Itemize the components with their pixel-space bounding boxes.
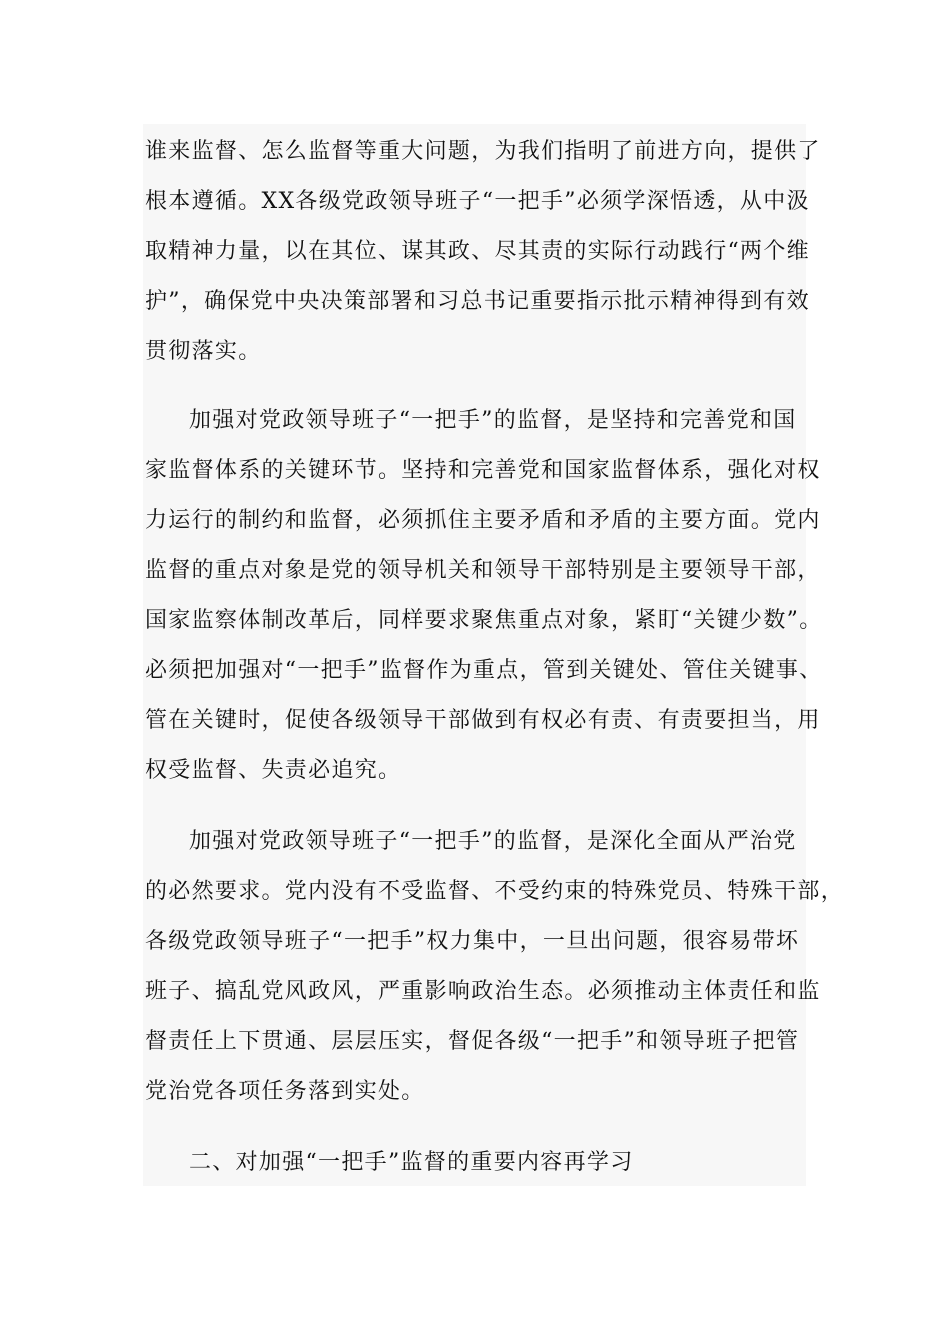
paragraph-3	[145, 817, 845, 1117]
paragraph-line: 必须把加强对“一把手”监督作为重点，管到关键处、管住关键事、	[145, 658, 823, 683]
paragraph-line: 班子、搞乱党风政风，严重影响政治生态。必须推动主体责任和监	[145, 979, 821, 1004]
paragraph-line: 根本遵循。XX各级党政领导班子“一把手”必须学深悟透，从中汲	[145, 189, 810, 214]
paragraph-2	[145, 396, 823, 796]
paragraph-line: 贯彻落实。	[145, 339, 262, 364]
paragraph-line: 管在关键时，促使各级领导干部做到有权必有责、有责要担当，用	[145, 708, 821, 733]
paragraph-line: 权受监督、失责必追究。	[145, 758, 402, 783]
paragraph-line: 督责任上下贯通、层层压实，督促各级“一把手”和领导班子把管	[145, 1029, 800, 1054]
paragraph-line: 加强对党政领导班子“一把手”的监督，是深化全面从严治党	[189, 829, 797, 854]
paragraph-line: 取精神力量，以在其位、谋其政、尽其责的实际行动践行“两个维	[145, 239, 810, 264]
paragraph-line: 党治党各项任务落到实处。	[145, 1079, 425, 1104]
section-heading	[145, 1138, 817, 1188]
section-heading-line: 二、对加强“一把手”监督的重要内容再学习	[189, 1150, 634, 1175]
paragraph-1	[145, 127, 821, 377]
paragraph-line: 力运行的制约和监督，必须抓住主要矛盾和矛盾的主要方面。党内	[145, 508, 821, 533]
paragraph-line: 护”，确保党中央决策部署和习总书记重要指示批示精神得到有效	[145, 289, 810, 314]
paragraph-line: 谁来监督、怎么监督等重大问题，为我们指明了前进方向，提供了	[145, 139, 821, 164]
paragraph-line: 国家监察体制改革后，同样要求聚焦重点对象，紧盯“关键少数”。	[145, 608, 823, 633]
paragraph-line: 各级党政领导班子“一把手”权力集中，一旦出问题，很容易带坏	[145, 929, 800, 954]
paragraph-line: 加强对党政领导班子“一把手”的监督，是坚持和完善党和国	[189, 408, 797, 433]
paragraph-line: 家监督体系的关键环节。坚持和完善党和国家监督体系，强化对权	[145, 458, 821, 483]
paragraph-line: 的必然要求。党内没有不受监督、不受约束的特殊党员、特殊干部，	[145, 879, 845, 904]
paragraph-line: 监督的重点对象是党的领导机关和领导干部特别是主要领导干部，	[145, 558, 821, 583]
